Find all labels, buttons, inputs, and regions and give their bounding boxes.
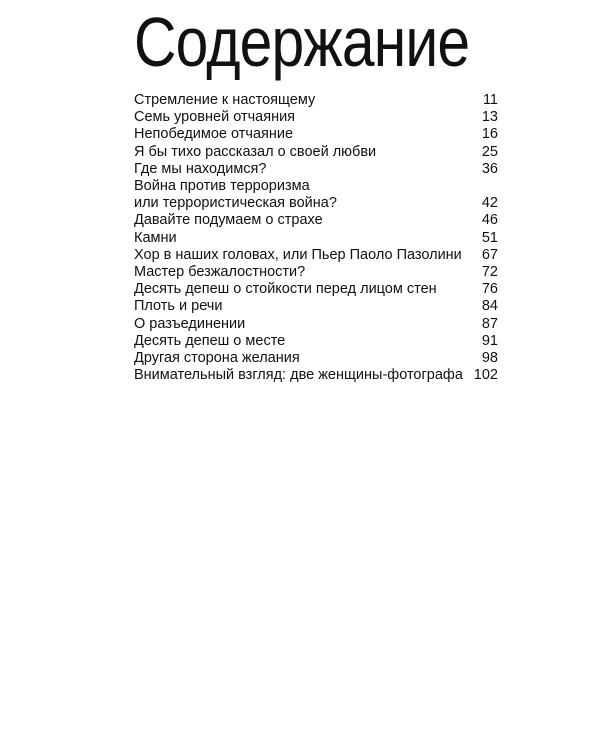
toc-entry-title: Война против терроризма или террористическая война? — [134, 178, 337, 212]
toc-entry — [134, 316, 498, 333]
toc-entry — [134, 161, 498, 178]
toc-entry-page: 84 — [481, 298, 498, 315]
toc-entry — [134, 109, 498, 126]
toc-entry-page: 36 — [481, 160, 498, 177]
toc-entry — [134, 333, 498, 350]
toc-entry-title: Десять депеш о стойкости перед лицом стен — [134, 281, 437, 298]
toc-entry-page: 76 — [481, 281, 498, 298]
toc-entry-title: О разъединении — [134, 315, 246, 332]
toc-entry — [134, 126, 498, 143]
toc-entry-page: 72 — [481, 264, 498, 281]
toc-entry-title: Давайте подумаем о страхе — [134, 212, 323, 229]
toc-entry-page: 13 — [481, 109, 498, 126]
toc-entry-title: Где мы находимся? — [134, 160, 267, 177]
toc-entry — [134, 298, 498, 315]
toc-entry — [134, 350, 498, 367]
toc-entry — [134, 230, 498, 247]
toc-entry-title: Другая сторона желания — [134, 350, 300, 367]
toc-entry-page: 91 — [481, 332, 498, 349]
toc-entry-page: 87 — [481, 315, 498, 332]
table-of-contents — [134, 92, 498, 384]
toc-entry-title: Внимательный взгляд: две женщины-фотографа — [134, 367, 463, 384]
toc-entry-page: 11 — [482, 92, 498, 108]
toc-entry-title: Непобедимое отчаяние — [134, 126, 294, 143]
toc-entry-page: 102 — [473, 367, 498, 384]
toc-entry-title: Семь уровней отчаяния — [134, 109, 296, 126]
toc-entry-title: Я бы тихо рассказал о своей любви — [134, 143, 377, 160]
toc-entry-page: 51 — [481, 229, 498, 246]
toc-entry-title: Мастер безжалостности? — [134, 264, 306, 281]
toc-entry-title: Плоть и речи — [134, 298, 223, 315]
toc-entry-title: Хор в наших головах, или Пьер Паоло Пазолини — [134, 246, 462, 263]
toc-entry — [134, 178, 498, 212]
toc-entry-page: 42 — [481, 195, 498, 212]
toc-entry-page: 16 — [481, 126, 498, 143]
toc-entry-title: Камни — [134, 229, 177, 246]
toc-entry — [134, 281, 498, 298]
page-title: Содержание — [134, 3, 470, 81]
toc-entry-title: Стремление к настоящему — [134, 92, 316, 108]
toc-entry — [134, 367, 498, 384]
toc-entry-page: 67 — [481, 246, 498, 263]
toc-entry-page: 46 — [481, 212, 498, 229]
toc-entry-title: Десять депеш о месте — [134, 332, 286, 349]
toc-entry — [134, 264, 498, 281]
toc-entry — [134, 144, 498, 161]
toc-entry-page: 98 — [481, 350, 498, 367]
toc-entry — [134, 92, 498, 109]
toc-entry-page: 25 — [481, 143, 498, 160]
toc-entry — [134, 212, 498, 229]
toc-entry — [134, 247, 498, 264]
